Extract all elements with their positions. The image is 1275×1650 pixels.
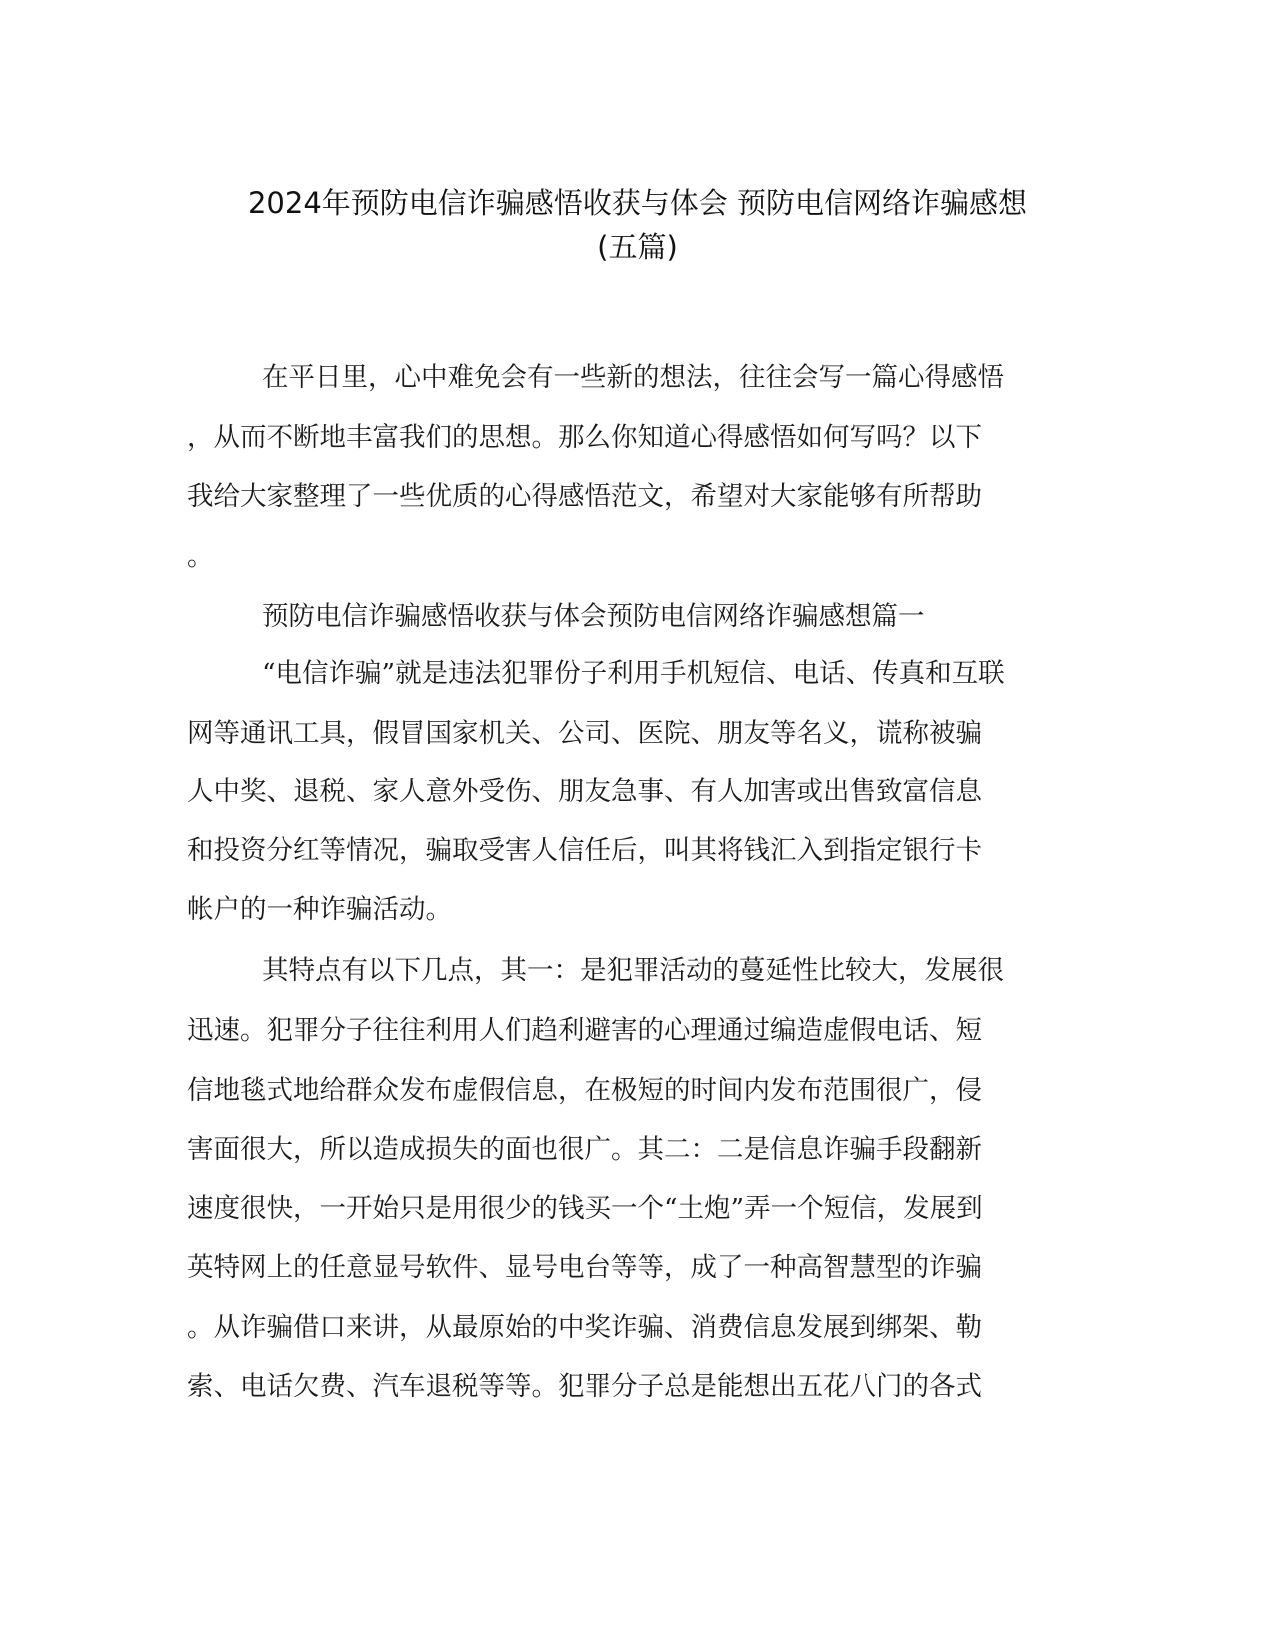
text-line: ，从而不断地丰富我们的思想。那么你知道心得感悟如何写吗？以下 <box>187 422 982 453</box>
text-line: 在平日里，心中难免会有一些新的想法，往往会写一篇心得感悟 <box>262 362 1004 393</box>
text-line: 信地毯式地给群众发布虚假信息，在极短的时间内发布范围很广，侵 <box>187 1075 982 1106</box>
text-line: 索、电话欠费、汽车退税等等。犯罪分子总是能想出五花八门的各式 <box>187 1371 982 1402</box>
title-line-1: 2024年预防电信诈骗感悟收获与体会 预防电信网络诈骗感想 <box>247 186 1028 220</box>
text-line: “电信诈骗”就是违法犯罪份子利用手机短信、电话、传真和互联 <box>262 658 1005 689</box>
text-line: 英特网上的任意显号软件、显号电台等等，成了一种高智慧型的诈骗 <box>187 1252 982 1283</box>
text-line: 网等通讯工具，假冒国家机关、公司、医院、朋友等名义，谎称被骗 <box>187 718 982 749</box>
document-title <box>150 181 1125 269</box>
text-line: 迅速。犯罪分子往往利用人们趋利避害的心理通过编造虚假电话、短 <box>187 1015 982 1046</box>
section-heading: 预防电信诈骗感悟收获与体会预防电信网络诈骗感想篇一 <box>262 601 925 632</box>
title-line-2: (五篇) <box>597 230 678 264</box>
text-line: 。从诈骗借口来讲，从最原始的中奖诈骗、消费信息发展到绑架、勒 <box>187 1312 982 1343</box>
text-line: 人中奖、退税、家人意外受伤、朋友急事、有人加害或出售致富信息 <box>187 776 982 807</box>
text-line: 和投资分红等情况，骗取受害人信任后，叫其将钱汇入到指定银行卡 <box>187 835 982 866</box>
text-line: 。 <box>187 541 214 572</box>
text-line: 害面很大，所以造成损失的面也很广。其二：二是信息诈骗手段翻新 <box>187 1134 982 1165</box>
text-line: 速度很快，一开始只是用很少的钱买一个“土炮”弄一个短信，发展到 <box>187 1193 983 1224</box>
text-line: 帐户的一种诈骗活动。 <box>187 894 452 925</box>
text-line: 其特点有以下几点，其一：是犯罪活动的蔓延性比较大，发展很 <box>262 955 1004 986</box>
text-line: 我给大家整理了一些优质的心得感悟范文，希望对大家能够有所帮助 <box>187 481 982 512</box>
